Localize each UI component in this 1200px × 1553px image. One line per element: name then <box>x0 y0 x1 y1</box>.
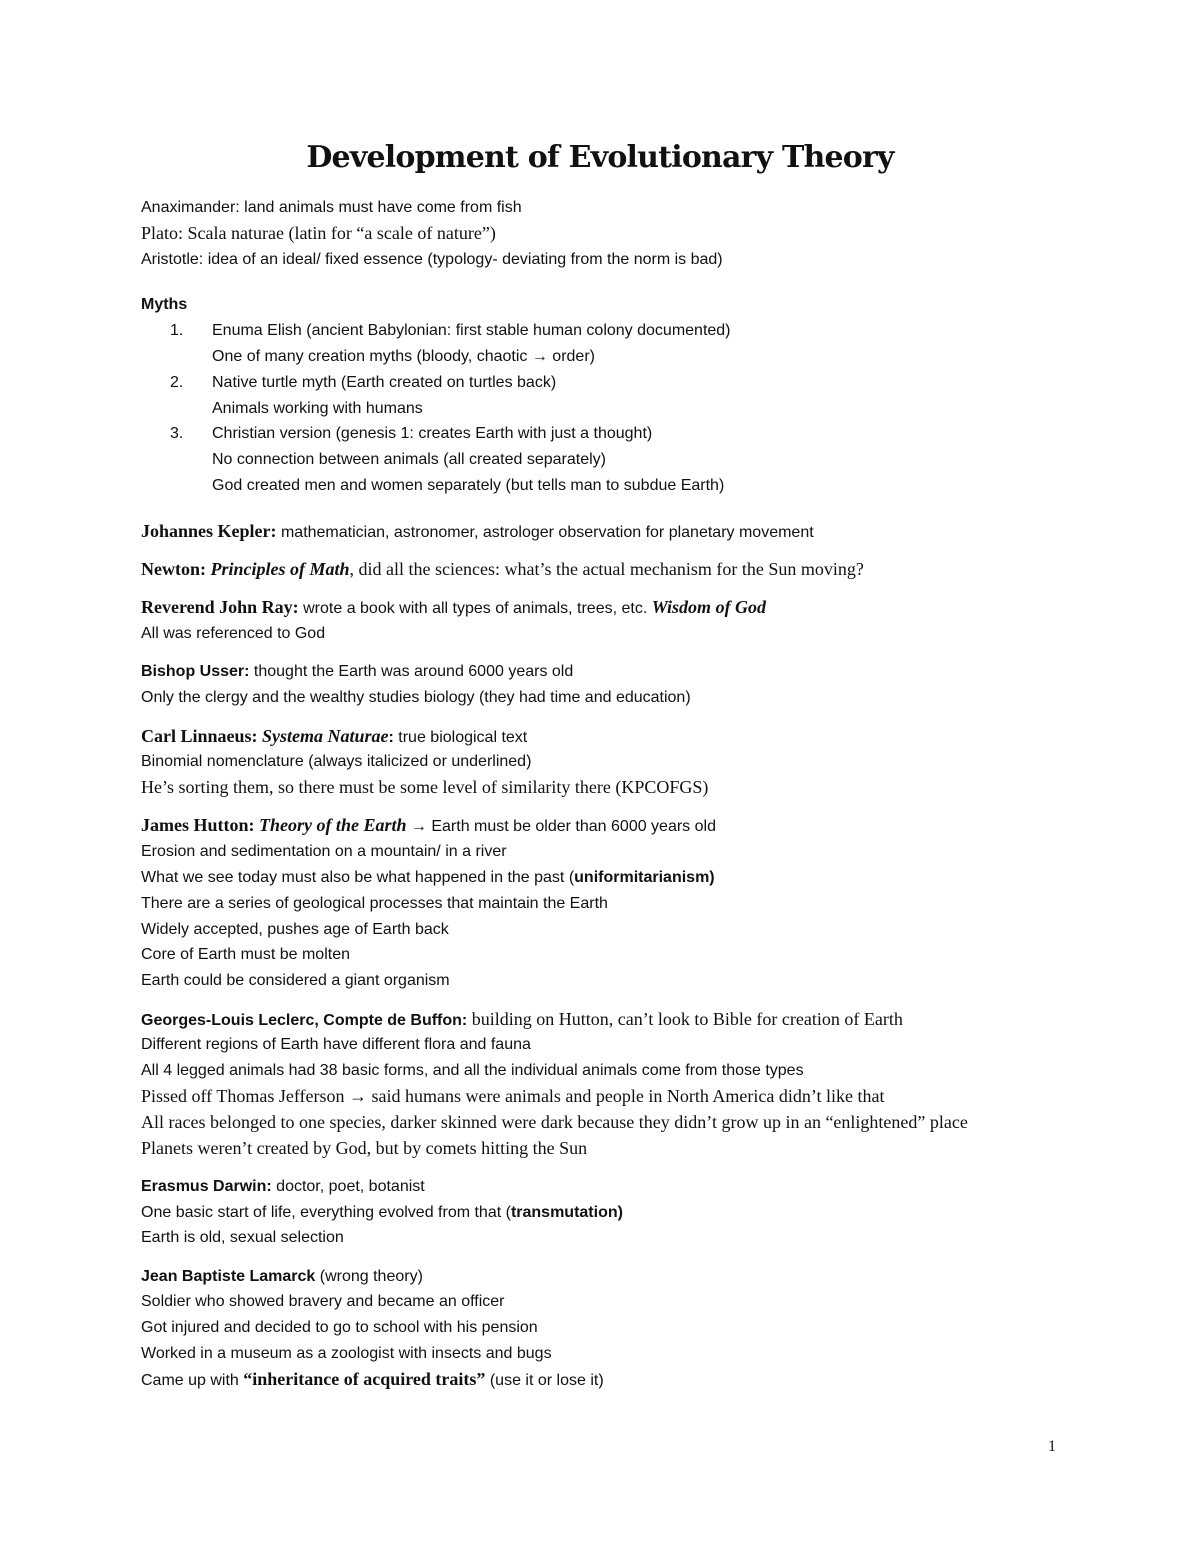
list-item-continuation: No connection between animals (all created separately) <box>212 451 606 469</box>
document-body <box>141 195 1101 1393</box>
linnaeus-entry: Carl Linnaeus: Systema Naturae: true biological text <box>141 725 528 746</box>
hutton-entry: James Hutton: Theory of the Earth → Earth must be older than 6000 years old <box>141 815 716 836</box>
hutton-line-2: Erosion and sedimentation on a mountain/ in a river <box>141 843 507 861</box>
erasmus-darwin-line-3: Earth is old, sexual selection <box>141 1229 344 1247</box>
intro-anaximander: Anaximander: land animals must have come from fish <box>141 199 522 216</box>
hutton-line-6: Core of Earth must be molten <box>141 946 350 964</box>
page-title: Development of Evolutionary Theory <box>306 140 894 175</box>
hutton-line-7: Earth could be considered a giant organism <box>141 972 450 990</box>
list-item: 3. Christian version (genesis 1: creates Earth with just a thought) <box>170 425 653 443</box>
list-item-continuation: Animals working with humans <box>212 399 423 417</box>
usser-line-2: Only the clergy and the wealthy studies biology (they had time and education) <box>141 689 691 707</box>
intro-aristotle: Aristotle: idea of an ideal/ fixed essence (typology- deviating from the norm is bad) <box>141 250 723 268</box>
list-item-continuation: God created men and women separately (but tells man to subdue Earth) <box>212 476 725 494</box>
lamarck-line-5: Came up with “inheritance of acquired traits” (use it or lose it) <box>141 1368 604 1389</box>
list-item: 2. Native turtle myth (Earth created on turtles back) <box>170 373 557 391</box>
page-number: 1 <box>1048 1438 1056 1455</box>
hutton-line-4: There are a series of geological processes that maintain the Earth <box>141 894 608 912</box>
myths-list <box>170 318 1101 499</box>
hutton-line-5: Widely accepted, pushes age of Earth back <box>141 920 449 938</box>
ray-entry: Reverend John Ray: wrote a book with all types of animals, trees, etc. Wisdom of God <box>141 597 767 618</box>
buffon-line-6: Planets weren’t created by God, but by comets hitting the Sun <box>141 1137 588 1158</box>
erasmus-darwin-entry: Erasmus Darwin: doctor, poet, botanist <box>141 1177 425 1195</box>
buffon-line-2: Different regions of Earth have different flora and fauna <box>141 1036 531 1054</box>
linnaeus-line-2: Binomial nomenclature (always italicized or underlined) <box>141 753 532 771</box>
hutton-line-3: What we see today must also be what happened in the past (uniformitarianism) <box>141 869 715 887</box>
lamarck-line-3: Got injured and decided to go to school with his pension <box>141 1319 538 1337</box>
erasmus-darwin-line-2: One basic start of life, everything evolved from that (transmutation) <box>141 1203 623 1221</box>
buffon-line-5: All races belonged to one species, darker skinned were dark because they didn’t grow up in an “enlightened” place <box>141 1111 968 1132</box>
lamarck-line-2: Soldier who showed bravery and became an officer <box>141 1293 505 1311</box>
newton-entry: Newton: Principles of Math, did all the sciences: what’s the actual mechanism for the Sun moving? <box>141 559 864 580</box>
ray-line-2: All was referenced to God <box>141 625 326 643</box>
lamarck-entry: Jean Baptiste Lamarck (wrong theory) <box>141 1267 423 1285</box>
intro-plato: Plato: Scala naturae (latin for “a scale of nature”) <box>141 222 496 243</box>
list-item-continuation: One of many creation myths (bloody, chaotic → order) <box>212 347 595 365</box>
myths-heading: Myths <box>141 296 188 314</box>
list-item: 1. Enuma Elish (ancient Babylonian: first stable human colony documented) <box>170 322 731 340</box>
lamarck-line-4: Worked in a museum as a zoologist with insects and bugs <box>141 1345 552 1363</box>
buffon-line-4: Pissed off Thomas Jefferson → said humans were animals and people in North America didn’t like that <box>141 1085 885 1106</box>
kepler-entry: Johannes Kepler: mathematician, astronomer, astrologer observation for planetary movement <box>141 520 814 541</box>
buffon-line-3: All 4 legged animals had 38 basic forms, and all the individual animals come from those types <box>141 1062 804 1080</box>
usser-entry: Bishop Usser: thought the Earth was around 6000 years old <box>141 663 574 681</box>
buffon-entry: Georges-Louis Leclerc, Compte de Buffon: building on Hutton, can’t look to Bible for creation of Earth <box>141 1008 903 1029</box>
linnaeus-line-3: He’s sorting them, so there must be some level of similarity there (KPCOFGS) <box>141 777 709 798</box>
